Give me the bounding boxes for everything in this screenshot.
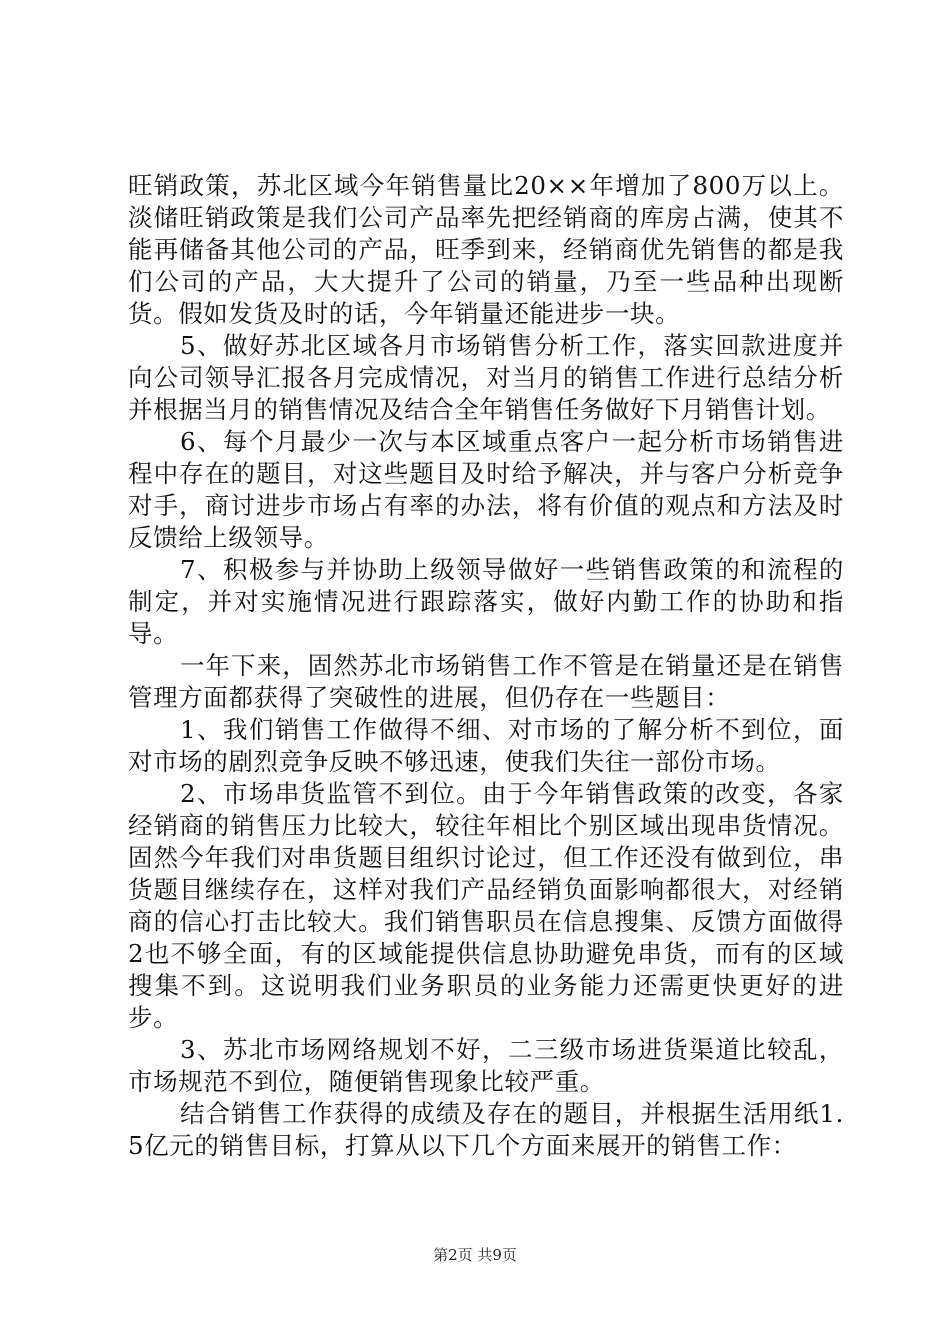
page-number-footer: 第2页 共9页 xyxy=(433,1246,517,1264)
paragraph-continuation: 旺销政策，苏北区域今年销售量比20××年增加了800万以上。淡储旺销政策是我们公司产品率先把经销商的库房占满，使其不能再储备其他公司的产品，旺季到来，经销商优先销售的都是我们公司的产品，大大提升了公司的销量，乃至一些品种出现断货。假如发货及时的话，今年销量还能进步一块。 xyxy=(128,171,844,328)
paragraph-problem-3: 3、苏北市场网络规划不好，二三级市场进货渠道比较乱，市场规范不到位，随便销售现象比较严重。 xyxy=(128,1035,844,1096)
paragraph-plan-intro: 结合销售工作获得的成绩及存在的题目，并根据生活用纸1.5亿元的销售目标，打算从以下几个方面来展开的销售工作： xyxy=(128,1099,844,1160)
paragraph-item-6: 6、每个月最少一次与本区域重点客户一起分析市场销售进程中存在的题目，对这些题目及时给予解决，并与客户分析竞争对手，商讨进步市场占有率的办法，将有价值的观点和方法及时反馈给上级领导。 xyxy=(128,427,844,552)
paragraph-year-summary: 一年下来，固然苏北市场销售工作不管是在销量还是在销售管理方面都获得了突破性的进展，但仍存在一些题目： xyxy=(128,651,844,712)
document-body xyxy=(128,170,844,1162)
paragraph-problem-2: 2、市场串货监管不到位。由于今年销售政策的改变，各家经销商的销售压力比较大，较往年相比个别区域出现串货情况。固然今年我们对串货题目组织讨论过，但工作还没有做到位，串货题目继续存在，这样对我们产品经销负面影响都很大，对经销商的信心打击比较大。我们销售职员在信息搜集、反馈方面做得2也不够全面，有的区域能提供信息协助避免串货，而有的区域搜集不到。这说明我们业务职员的业务能力还需更快更好的进步。 xyxy=(128,779,844,1032)
paragraph-item-5: 5、做好苏北区域各月市场销售分析工作，落实回款进度并向公司领导汇报各月完成情况，对当月的销售工作进行总结分析并根据当月的销售情况及结合全年销售任务做好下月销售计划。 xyxy=(128,331,844,424)
paragraph-item-7: 7、积极参与并协助上级领导做好一些销售政策的和流程的制定，并对实施情况进行跟踪落实，做好内勤工作的协助和指导。 xyxy=(128,555,844,648)
paragraph-problem-1: 1、我们销售工作做得不细、对市场的了解分析不到位，面对市场的剧烈竞争反映不够迅速，使我们失往一部份市场。 xyxy=(128,715,844,776)
